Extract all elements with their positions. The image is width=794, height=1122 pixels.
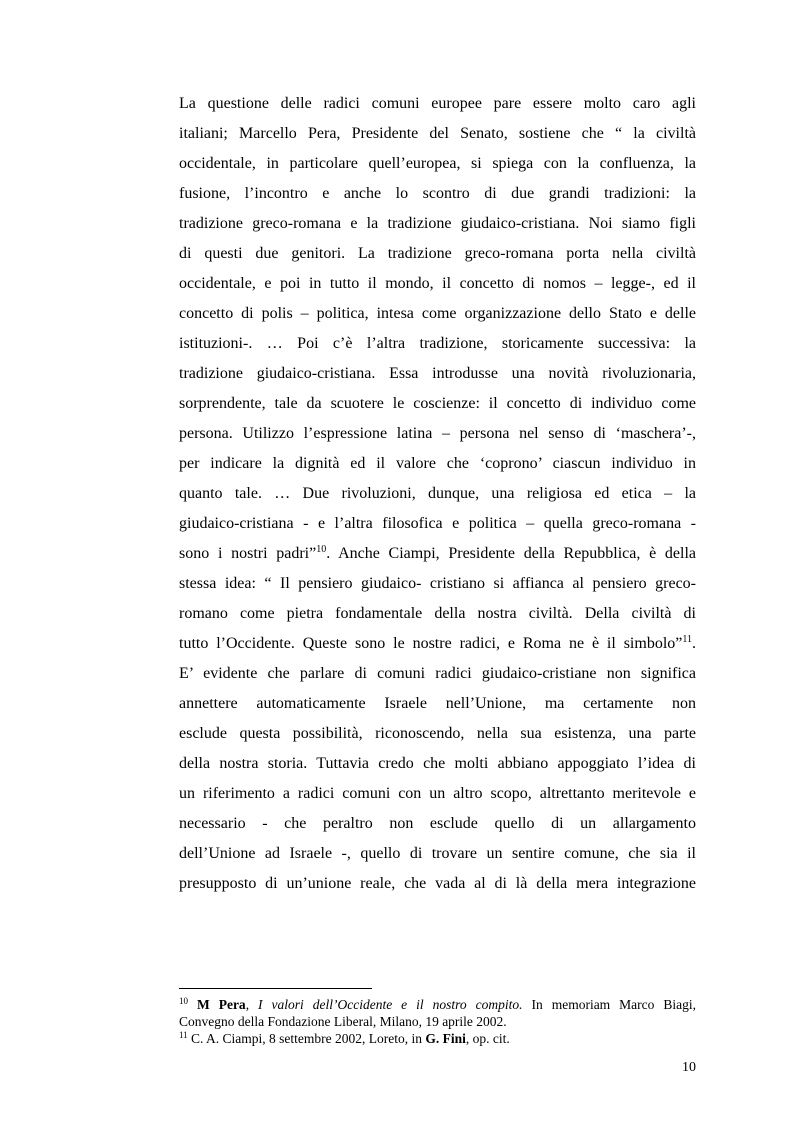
- body-line: sorprendente, tale da scuotere le coscienze: il concetto di individuo come: [179, 395, 696, 412]
- body-line: occidentale, in particolare quell’europea, si spiega con la confluenza, la: [179, 155, 696, 172]
- footnote-ref-11[interactable]: 11: [682, 634, 692, 645]
- body-line: E’ evidente che parlare di comuni radici giudaico-cristiane non significa: [179, 665, 696, 682]
- body-line: romano come pietra fondamentale della nostra civiltà. Della civiltà di: [179, 605, 696, 622]
- footnote-title: I valori dell’Occidente e il nostro compito.: [258, 997, 523, 1012]
- body-line: dell’Unione ad Israele -, quello di trovare un sentire comune, che sia il: [179, 845, 696, 862]
- body-line: di questi due genitori. La tradizione greco-romana porta nella civiltà: [179, 245, 696, 262]
- body-line: tradizione giudaico-cristiana. Essa introdusse una novità rivoluzionaria,: [179, 365, 696, 382]
- line-text: .: [692, 635, 696, 652]
- body-line: per indicare la dignità ed il valore che ‘coprono’ ciascun individuo in: [179, 455, 696, 472]
- footnote-separator: [179, 988, 372, 989]
- footnote-author: M Pera: [196, 997, 246, 1012]
- body-line: presupposto di un’unione reale, che vada al di là della mera integrazione: [179, 875, 696, 892]
- body-line: annettere automaticamente Israele nell’Unione, ma certamente non: [179, 695, 696, 712]
- footnote-ref-10[interactable]: 10: [316, 544, 327, 555]
- page-number: 10: [682, 1060, 696, 1075]
- body-line: fusione, l’incontro e anche lo scontro di due grandi tradizioni: la: [179, 185, 696, 202]
- footnote-text: , op. cit.: [465, 1031, 510, 1046]
- footnote-10-line2: Convegno della Fondazione Liberal, Milano, 19 aprile 2002.: [179, 1014, 507, 1029]
- footnote-separator-text: ,: [245, 997, 259, 1012]
- body-line: occidentale, e poi in tutto il mondo, il concetto di nomos – legge-, ed il: [179, 275, 696, 292]
- body-line: giudaico-cristiana - e l’altra filosofica e politica – quella greco-romana -: [179, 515, 696, 532]
- body-line: necessario - che peraltro non esclude quello di un allargamento: [179, 815, 696, 832]
- body-line: quanto tale. … Due rivoluzioni, dunque, una religiosa ed etica – la: [179, 485, 696, 502]
- body-line: della nostra storia. Tuttavia credo che molti abbiano appoggiato l’idea di: [179, 755, 696, 772]
- body-line: tradizione greco-romana e la tradizione giudaico-cristiana. Noi siamo figli: [179, 215, 696, 232]
- body-line: istituzioni-. … Poi c’è l’altra tradizione, storicamente successiva: la: [179, 335, 696, 352]
- body-line: stessa idea: “ Il pensiero giudaico- cristiano si affianca al pensiero greco-: [179, 575, 696, 592]
- footnote-10: [179, 996, 696, 1013]
- body-line: persona. Utilizzo l’espressione latina – persona nel senso di ‘maschera’-,: [179, 425, 696, 442]
- footnote-text: In memoriam Marco Biagi,: [522, 997, 696, 1012]
- line-text: sono i nostri padri”: [179, 545, 317, 562]
- footnote-11: [179, 1030, 696, 1047]
- body-line: La questione delle radici comuni europee pare essere molto caro agli: [179, 95, 696, 112]
- line-text: . Anche Ciampi, Presidente della Repubblica, è della: [326, 545, 696, 562]
- line-text: tutto l’Occidente. Queste sono le nostre radici, e Roma ne è il simbolo”: [179, 635, 683, 652]
- body-line: un riferimento a radici comuni con un altro scopo, altrettanto meritevole e: [179, 785, 696, 802]
- footnote-number: 11: [179, 1030, 188, 1040]
- body-line-footnote-ref-11: [179, 634, 696, 654]
- body-line: italiani; Marcello Pera, Presidente del Senato, sostiene che “ la civiltà: [179, 125, 696, 142]
- body-line: concetto di polis – politica, intesa come organizzazione dello Stato e delle: [179, 305, 696, 322]
- footnote-text: C. A. Ciampi, 8 settembre 2002, Loreto, in: [187, 1031, 426, 1046]
- footnote-author: G. Fini: [425, 1031, 466, 1046]
- body-line: esclude questa possibilità, riconoscendo, nella sua esistenza, una parte: [179, 725, 696, 742]
- body-line-footnote-ref-10: [179, 544, 696, 564]
- footnote-number: 10: [179, 996, 188, 1006]
